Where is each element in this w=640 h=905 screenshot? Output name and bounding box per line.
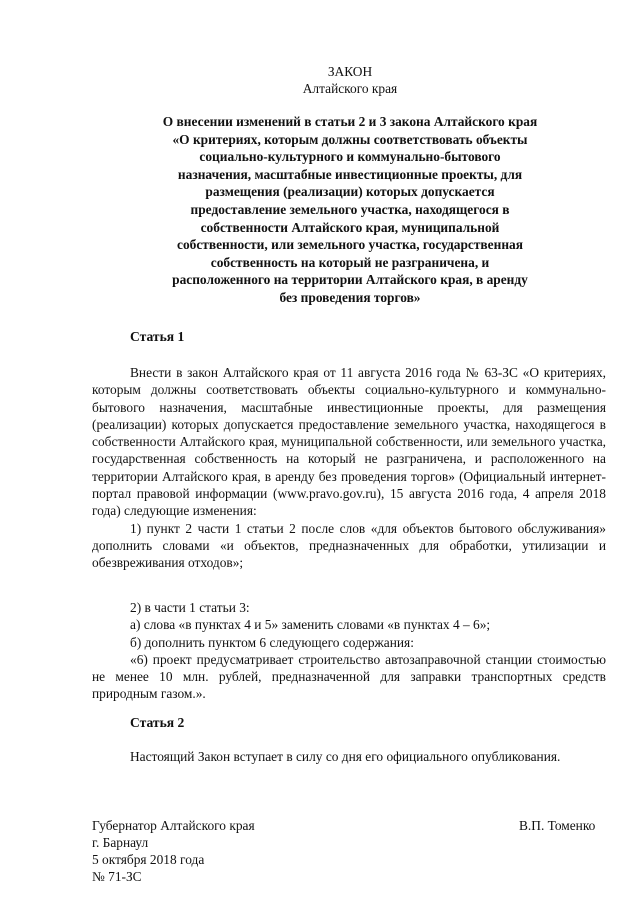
subject-line: собственности, или земельного участка, государственная [177, 237, 523, 253]
article-1-item-2: 2) в части 1 статьи 3: [130, 600, 250, 615]
article-1-body [92, 364, 606, 572]
article-2-text: Настоящий Закон вступает в силу со дня его официального опубликования. [130, 749, 561, 764]
article-2-body [92, 748, 606, 765]
subject-line: расположенного на территории Алтайского края, в аренду [172, 272, 528, 288]
law-subject-title [120, 113, 580, 307]
law-number: № 71-ЗС [92, 869, 142, 884]
governor-position: Губернатор Алтайского края [92, 818, 255, 833]
subject-line: размещения (реализации) которых допускается [205, 184, 495, 200]
subject-line: собственность на который не разграничена, и [210, 254, 490, 270]
document-issuer: Алтайского края [302, 81, 398, 96]
subject-line: О внесении изменений в статьи 2 и 3 закона Алтайского края [162, 114, 538, 129]
article-1-item-2b-text: «6) проект предусматривает строительство автозаправочной станции стоимостью не менее 10 млн. рублей, предназначенной для заправки транспортных средств природным газом.». [92, 651, 606, 702]
subject-line: предоставление земельного участка, находящегося в [190, 201, 510, 217]
article-1-item-2a: а) слова «в пунктах 4 и 5» заменить словами «в пунктах 4 – 6»; [130, 617, 491, 633]
subject-line: без проведения торгов» [279, 289, 421, 305]
article-1-item-1: 1) пункт 2 части 1 статьи 2 после слов «для объектов бытового обслуживания» дополнить словами «и объектов, предназначенных для обработки, утилизации и обезвреживания отходов»; [92, 520, 606, 571]
signing-date: 5 октября 2018 года [92, 852, 205, 867]
subject-line: социально-культурного и коммунально-бытового [199, 149, 501, 165]
subject-line: «О критериях, которым должны соответствовать объекты [172, 131, 528, 147]
document-type: ЗАКОН [327, 64, 373, 79]
article-2-heading: Статья 2 [130, 715, 185, 730]
article-1-heading: Статья 1 [130, 329, 185, 344]
article-1-item-2b: б) дополнить пунктом 6 следующего содержания: [130, 634, 414, 650]
article-1-item-2-block [92, 599, 606, 703]
governor-name: В.П. Томенко [519, 818, 596, 833]
subject-line: собственности Алтайского края, муниципальной [200, 219, 500, 235]
subject-line: назначения, масштабные инвестиционные проекты, для [177, 166, 523, 182]
document-title-block [120, 63, 580, 97]
signing-city: г. Барнаул [92, 835, 149, 850]
article-1-intro: Внести в закон Алтайского края от 11 августа 2016 года № 63-ЗС «О критериях, которым должны соответствовать объекты социально-культурного и коммунально-бытового назначения, масштабные инвестиционные проекты, для размещения (реализации) которых допускается предоставление земельного участка, находящегося в собственности Алтайского края, муниципальной собственности, или земельного участка, государственная собственность на который не разграничена, и расположенного на территории Алтайского края, в аренду без проведения торгов» (Официальный интернет-портал правовой информации (www.pravo.gov.ru), 15 августа 2016 года, 4 апреля 2018 года) следующие изменения: [92, 365, 606, 519]
